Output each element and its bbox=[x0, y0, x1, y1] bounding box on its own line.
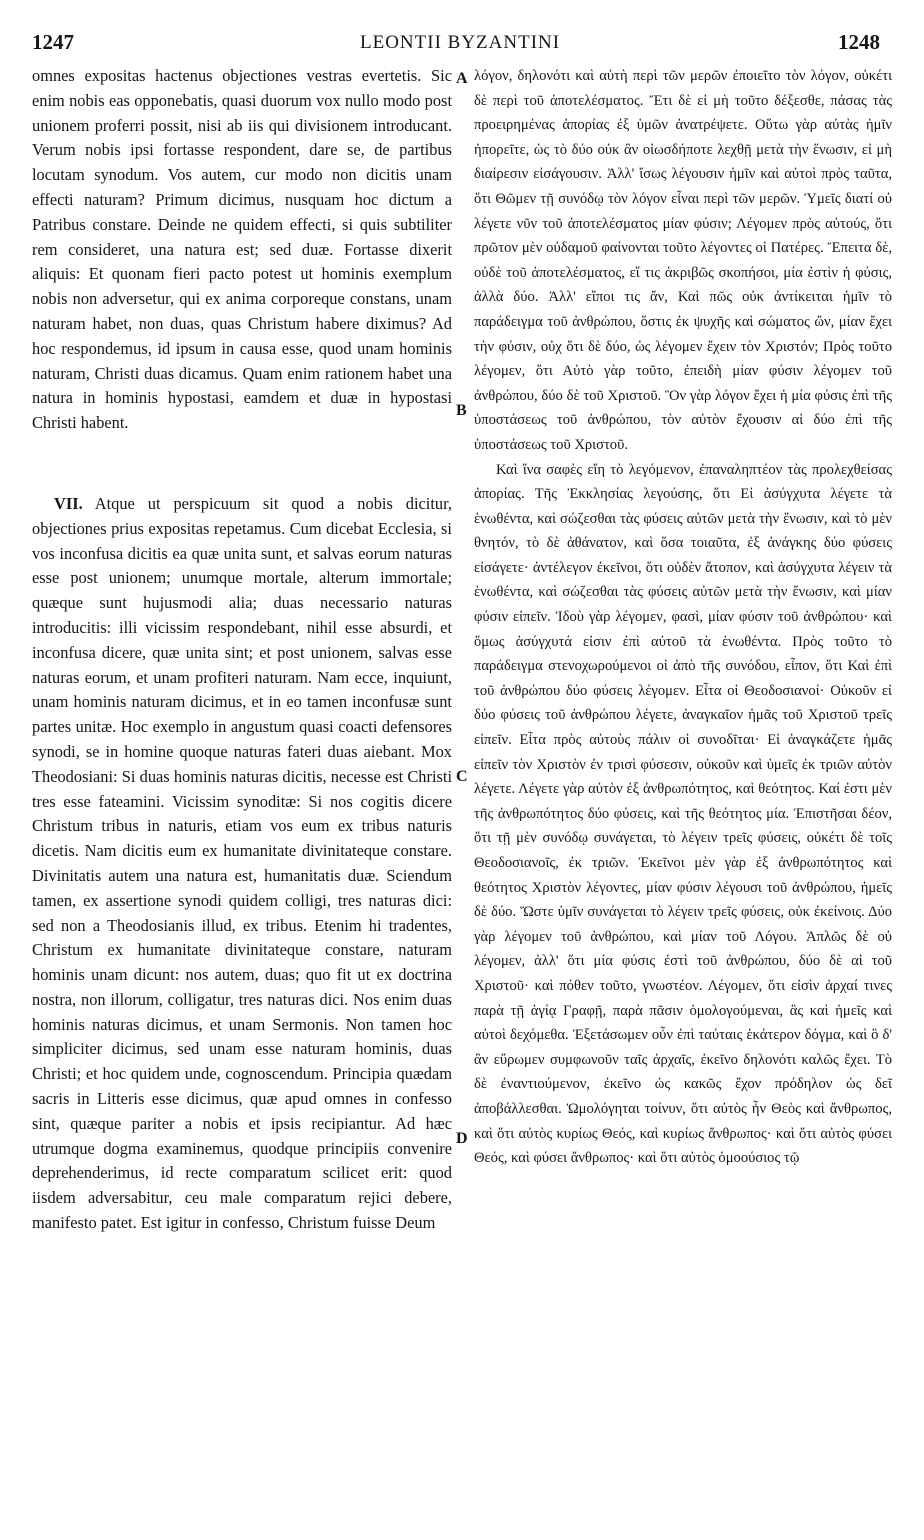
margin-letter-b: B bbox=[456, 402, 467, 419]
margin-letter-c: C bbox=[456, 768, 468, 785]
latin-paragraph: omnes expositas hactenus objectiones vestras evertetis. Sic enim nobis eas opponebatis, quasi duorum vox nullo modo post unionem proferri possit, nisi ab iis qui divisionem introducant. Verum nobis ipsi fortasse respondent, dare se, de partibus locutam synodum. Vos autem, cur modo non dicitis unam effecti naturam? Primum dicimus, nusquam hoc dictum a Patribus constare. Deinde ne quidem effecti, si quis subtiliter rem consideret, una natura est; sed duæ. Fortasse dixerit aliquis: Et quonam fieri pacto potest ut hominis exemplum nobis non adversetur, qui ex anima corporeque constans, unam naturam habet, non duas, quas Christum habere diximus? Ad hoc respondemus, id ipsum in causa esse, quod unam hominis naturam, Christi duas dicamus. Quam enim rationem habet una natura in hominis hypostasi, eamdem et duæ in hypostasi Christi habent. bbox=[32, 66, 452, 433]
latin-column bbox=[32, 64, 452, 1236]
greek-paragraph: λόγον, δηλονότι καὶ αὐτὴ περὶ τῶν μερῶν ἐποιεῖτο τὸν λόγον, οὐκέτι δὲ περὶ τοῦ ἀποτελέσματος. Ἔτι δὲ εἰ μὴ τοῦτο δέξεσθε, πάσας τὰς προειρημένας ἀπορίας ἐξ ὑμῶν ἀνατρέψετε. Οὕτω γὰρ αὐτὰς ἡμῖν ἠπορεῖτε, ὡς τὸ δύο οὐκ ἂν οἱωσδήποτε λεχθῇ μετὰ τὴν ἕνωσιν, εἰ μὴ διαίρεσιν εἰσάγουσιν. Ἀλλ' ἴσως λέγουσιν ἡμῖν καὶ αὐτοὶ πρὸς ταῦτα, ὅτι Θῶμεν τῇ συνόδῳ τὸν λόγον εἶναι περὶ τῶν μερῶν. Ὑμεῖς διατί οὐ λέγετε νῦν τοῦ ἀποτελέσματος μίαν φύσιν; Λέγομεν πρὸς αὐτούς, ὅτι πρῶτον μὲν οὐδαμοῦ φαίνονται τοῦτο λέγοντες οἱ Πατέρες. Ἔπειτα δὲ, οὐδὲ τοῦ ἀποτελέσματος, εἴ τις ἀκριβῶς σκοπήσοι, μία ἐστὶν ἡ φύσις, ἀλλὰ δύο. Ἀλλ' εἴποι τις ἄν, Καὶ πῶς οὐκ ἀντίκειται ἡμῖν τὸ παράδειγμα τοῦ ἀνθρώπου, ὅστις ἐκ ψυχῆς καὶ σώματος ὤν, μίαν ἔχει τὴν φύσιν, οὐχ ὅτι δὲ δύο, ὡς λέγομεν ἔχειν τὸν Χριστόν; Πρὸς τοῦτο λέγομεν, ὅτι Αὐτὸ γὰρ τοῦτο, ἐπειδὴ μίαν φύσιν λέγομεν τοῦ ἀνθρώπου, δύο δὲ τοῦ Χριστοῦ. Ὃν γὰρ λόγον ἔχει ἡ μία φύσις ἐπὶ τῆς ὑποστάσεως τοῦ ἀνθρώπου, τὸν αὐτὸν ἔχουσιν αἱ δύο ἐπὶ τῆς ὑποστάσεως τοῦ Χριστοῦ. bbox=[474, 68, 892, 453]
latin-section bbox=[32, 492, 452, 1236]
greek-column bbox=[474, 64, 892, 1171]
greek-section-text: Καὶ ἵνα σαφὲς εἴη τὸ λεγόμενον, ἐπαναληπτέον τὰς προλεχθείσας ἀπορίας. Τῆς Ἐκκλησίας λεγούσης, ὅτι Εἰ ἀσύγχυτα λέγετε τὰ ἑνωθέντα, καὶ σώζεσθαι τὰς φύσεις αὐτῶν μετὰ τὴν ἕνωσιν, καὶ τὸ μὲν θνητόν, τὸ δὲ ἀθάνατον, καὶ ὅσα τοιαῦτα, ἐξ ἀνάγκης δύο φύσεις εἰσάγετε· ἀντέλεγον ἐκεῖνοι, ὅτι οὐδὲν ἄτοπον, καὶ ἀσύγχυτα λέγειν τὰ ἑνωθέντα, καὶ σώζεσθαι τὰς φύσεις αὐτῶν μετὰ τὴν ἕνωσιν, καὶ μίαν φύσιν εἰπεῖν. Ἰδοὺ γὰρ λέγομεν, φασὶ, μίαν φύσιν τοῦ ἀνθρώπου· καὶ ὅμως ἀσύγχυτά εἰσιν ἐπὶ αὐτοῦ τὰ ἑνωθέντα. Πρὸς τοῦτο τὸ παράδειγμα στενοχωρούμενοι οἱ ἀπὸ τῆς συνόδου, εἶπον, ὅτι Καὶ ἐπὶ τοῦ ἀνθρώπου δύο φύσεις λέγομεν. Εἶτα οἱ Θεοδοσιανοί· Οὐκοῦν εἰ δύο φύσεις τοῦ ἀνθρώπου λέγετε, ἀναγκαῖον ἡμᾶς τοῦ Χριστοῦ τρεῖς εἰπεῖν. Εἶτα πρὸς αὐτοὺς πάλιν οἱ συνοδῖται· Εἰ ἀναγκάζετε ἡμᾶς εἰπεῖν τὸν Χριστὸν ἐν τρισὶ φύσεσιν, οὐκοῦν καὶ ὑμεῖς ἐκ τριῶν αὐτὸν λέγετε. Λέγετε γὰρ αὐτὸν ἐξ ἀνθρωπότητος, καὶ θεότητος. Καί ἐστι μὲν τῆς ἀνθρωπότητος δύο φύσεις, καὶ τῆς θεότητος μία. Ἐπιστῆσαι δέον, ὅτι τῇ μὲν συνόδῳ συνάγεται, τὸ λέγειν τρεῖς φύσεις, οὐκέτι δὲ τοῖς Θεοδοσιανοῖς, ἐκ τριῶν. Ἐκεῖνοι μὲν γὰρ ἐξ ἀνθρωπότητος καὶ θεότητος Χριστὸν λέγοντες, μίαν φύσιν λέγουσι τοῦ ἀνθρώπου, ἡμεῖς δὲ δύο. Ὥστε ὑμῖν συνάγεται τὸ λέγειν τρεῖς φύσεις, οὐκ ἐκείνοις. Δύο γὰρ λέγομεν τοῦ ἀνθρώπου, καὶ μίαν τοῦ Λόγου. Ἁπλῶς δὲ οὐ λέγομεν, ἀλλ' ὅτι μία φύσις ἐστὶ τοῦ ἀνθρώπου, δύο δὲ αἱ τοῦ Χριστοῦ· καὶ πόθεν τοῦτο, γνωστέον. Λέγομεν, ὅτι εἰσὶν ἀρχαί τινες παρὰ τῇ ἁγίᾳ Γραφῇ, παρὰ πᾶσιν ὁμολογούμεναι, ἃς καὶ ἡμεῖς καὶ αὐτοὶ δεχόμεθα. Ἐξετάσωμεν οὖν ἐπὶ ταύταις ἑκάτερον δόγμα, καὶ ὃ δ' ἂν εὕρωμεν συμφωνοῦν ταῖς ἀρχαῖς, ἐκεῖνο δηλονότι καλῶς ἔχει. Τὸ δὲ ἐναντιούμενον, ἐκεῖνο ὡς κακῶς ἔχον πρόδηλον ὡς δεῖ ἀποβάλλεσθαι. Ὡμολόγηται τοίνυν, ὅτι αὐτὸς ἦν Θεὸς καὶ ἄνθρωπος, καὶ ὅτι αὐτὸς κυρίως Θεός, καὶ κυρίως ἄνθρωπος· καὶ ὅτι αὐτὸς φύσει Θεός, καὶ φύσει ἄνθρωπος· καὶ ὅτι αὐτὸς ὁμοούσιος τῷ bbox=[474, 461, 892, 1167]
latin-section-text: Atque ut perspicuum sit quod a nobis dicitur, objectiones prius expositas repetamus. Cum dicebat Ecclesia, si vos inconfusa dicitis ea quæ unita sunt, et salvas eorum naturas esse post unionem; unumque mortale, alterum immortale; quæque sunt hujusmodi alia; duas necessario naturas introducitis: illi vicissim respondebant, nihil esse absurdi, et inconfusa dicere, quæ unita sint; et post unionem, salvas esse naturas eorum, et unam profiteri naturam. Nam ecce, inquiunt, unam hominis naturam dicimus, et in eo tamen inconfusæ sunt partes unitæ. Hoc exemplo in angustum quasi coacti defensores synodi, se in homine quoque naturas fateri duas aiebant. Mox Theodosiani: Si duas hominis naturas dicitis, necesse est Christi tres esse fateamini. Vicissim synoditæ: Si nos cogitis dicere Christum tribus in naturis, etiam vos eum ex tribus naturis dicetis. Nam dicitis eum ex humanitate divinitateque constare. Divinitatis autem una natura est, humanitatis duæ. Sciendum tamen, ex assertione synodi quidem colligi, tres naturas dici: sed non a Theodosianis illud, ex tribus. Etenim hi tradentes, Christum ex humanitate divinitateque constare, naturam hominis unam dicunt: nos autem, duas; quo fit ut ex doctrina nostra, non illorum, colligatur, tres naturas dici. Nos enim duas hominis naturas dicimus, et unam Sermonis. Non tamen hoc simpliciter dicimus, sed unam esse naturam hominis, duas Christi; et hoc quidem unde, cognoscendum. Principia quædam sacris in Litteris esse dicimus, quæ apud omnes in confesso sint, quæque pariter a nobis et ipsis recipiantur. Ad hæc utrumque dogma examinemus, quodque principiis convenire deprehenderimus, id recte comparatum scilicet erit: quod iisdem adversabitur, ceu male comparatum rejici debere, manifesto patet. Est igitur in confesso, Christum fuisse Deum bbox=[32, 493, 453, 1233]
margin-letter-d: D bbox=[456, 1130, 468, 1147]
page-number-right: 1248 bbox=[838, 30, 880, 54]
page-number-left: 1247 bbox=[32, 30, 74, 54]
section-number: VII. bbox=[54, 493, 83, 513]
margin-letter-a: A bbox=[456, 70, 468, 87]
page-header bbox=[0, 0, 924, 70]
running-title: LEONTII BYZANTINI bbox=[360, 32, 561, 53]
